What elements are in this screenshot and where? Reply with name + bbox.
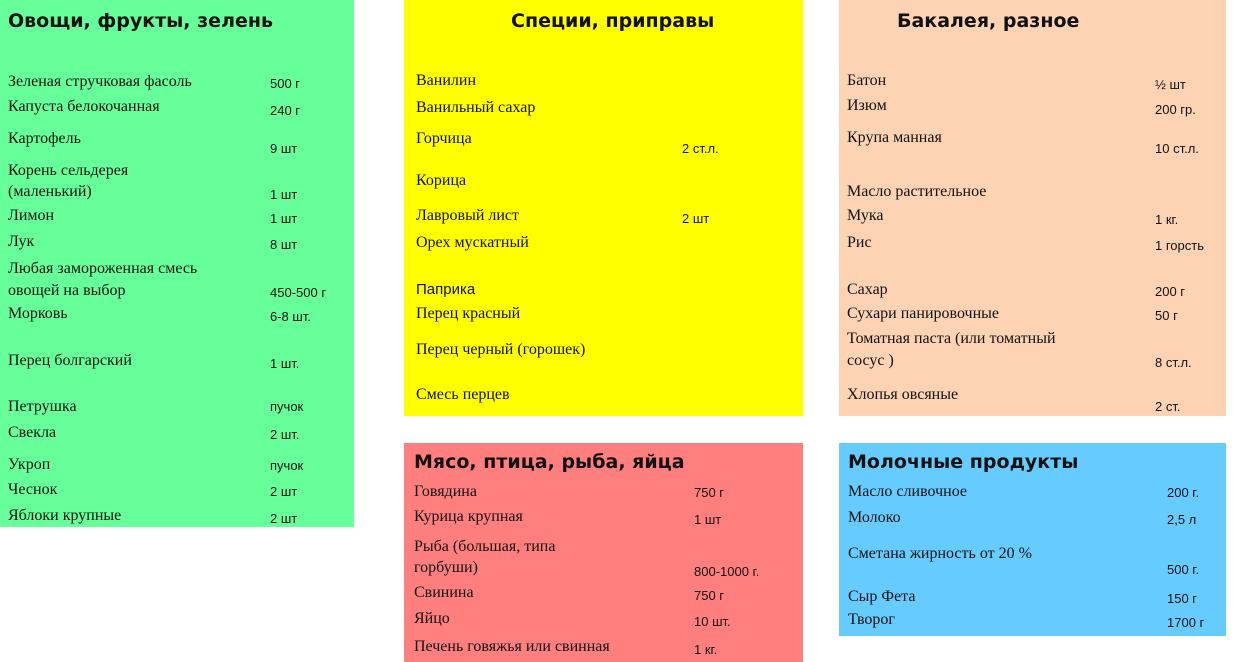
- section-meat: [404, 443, 803, 662]
- item-qty: 2 шт: [270, 511, 298, 526]
- item-name: Зеленая стручковая фасоль: [8, 73, 192, 90]
- item-qty: 1 горсть: [1155, 238, 1204, 253]
- item-name: Сухари панировочные: [847, 305, 1000, 322]
- section-title: Молочные продукты: [848, 451, 1079, 473]
- item-name: Петрушка: [8, 398, 77, 415]
- item-qty: 800-1000 г.: [694, 564, 760, 579]
- item-name: Изюм: [847, 97, 887, 114]
- item-name: Крупа манная: [847, 129, 942, 146]
- item-qty: 2,5 л: [1167, 512, 1197, 527]
- item-qty: 500 г: [270, 76, 301, 91]
- item-name: Любая замороженная смесь: [8, 260, 198, 277]
- item-name: Рыба (большая, типа: [414, 538, 556, 555]
- item-name: Свекла: [8, 424, 57, 441]
- item-name: Ванилин: [416, 72, 477, 89]
- item-qty: 1 шт: [694, 512, 722, 527]
- item-name: Картофель: [8, 130, 81, 147]
- item-name: Печень говяжья или свинная: [414, 638, 610, 655]
- item-name-cont: овощей на выбор: [8, 282, 126, 299]
- item-qty: 200 г: [1155, 284, 1186, 299]
- item-qty: 1 шт: [270, 211, 298, 226]
- item-qty: 50 г: [1155, 308, 1178, 323]
- item-qty: 1 шт.: [270, 356, 300, 371]
- item-name: Говядина: [414, 483, 477, 500]
- item-name: Батон: [847, 72, 887, 89]
- item-name: Лук: [8, 233, 35, 250]
- item-qty: 8 шт: [270, 237, 298, 252]
- item-name-cont: горбуши): [414, 559, 478, 576]
- item-qty: 6-8 шт.: [270, 309, 311, 324]
- item-name: Смесь перцев: [416, 386, 510, 403]
- item-qty: 240 г: [270, 103, 301, 118]
- item-name: Перец болгарский: [8, 352, 132, 369]
- item-name: Молоко: [848, 509, 901, 526]
- item-name: Орех мускатный: [416, 234, 529, 251]
- item-name: Хлопья овсяные: [847, 386, 959, 403]
- item-qty: 200 гр.: [1155, 102, 1196, 117]
- item-name: Паприка: [416, 281, 476, 298]
- item-name-cont: (маленький): [8, 183, 92, 200]
- item-name: Яблоки крупные: [8, 507, 122, 524]
- item-name: Масло растительное: [847, 183, 987, 200]
- item-qty: пучок: [270, 458, 304, 473]
- section-title: Бакалея, разное: [897, 10, 1080, 32]
- item-qty: 200 г.: [1167, 485, 1200, 500]
- item-name: Рис: [847, 234, 872, 251]
- section-spices: [404, 0, 803, 416]
- item-name: Горчица: [416, 130, 472, 147]
- item-qty: 2 ст.л.: [682, 141, 719, 156]
- item-name: Сыр Фета: [848, 588, 916, 605]
- item-qty: 10 ст.л.: [1155, 141, 1199, 156]
- item-qty: 2 шт: [270, 484, 298, 499]
- section-vegetables: [0, 0, 354, 527]
- item-qty: 8 ст.л.: [1155, 355, 1192, 370]
- section-title: Овощи, фрукты, зелень: [8, 10, 274, 32]
- item-qty: 450-500 г: [270, 285, 327, 300]
- item-name: Перец красный: [416, 305, 521, 322]
- item-qty: 2 шт: [682, 211, 710, 226]
- item-name: Сахар: [847, 281, 888, 298]
- item-name: Ванильный сахар: [416, 99, 536, 116]
- item-qty: 10 шт.: [694, 614, 731, 629]
- item-qty: ½ шт: [1155, 77, 1186, 92]
- item-name: Чеснок: [8, 481, 58, 498]
- item-qty: 750 г: [694, 485, 725, 500]
- item-qty: 500 г.: [1167, 562, 1200, 577]
- item-name: Морковь: [8, 305, 68, 322]
- item-qty: 150 г: [1167, 591, 1198, 606]
- item-qty: 1 кг.: [1155, 212, 1179, 227]
- item-name: Творог: [848, 611, 895, 628]
- section-dairy: [839, 443, 1226, 636]
- item-name: Лимон: [8, 207, 55, 224]
- section-grocery: [839, 0, 1226, 416]
- item-qty: пучок: [270, 399, 304, 414]
- item-name: Лавровый лист: [416, 207, 520, 224]
- item-qty: 2 шт.: [270, 427, 300, 442]
- item-name: Корень сельдерея: [8, 162, 129, 179]
- item-name: Сметана жирность от 20 %: [848, 545, 1032, 562]
- item-qty: 9 шт: [270, 141, 298, 156]
- item-qty: 1700 г: [1167, 615, 1205, 630]
- item-name: Курица крупная: [414, 508, 523, 525]
- item-qty: 1 шт: [270, 187, 298, 202]
- item-qty: 2 ст.: [1155, 399, 1181, 414]
- item-name-cont: сосус ): [847, 352, 894, 369]
- item-name: Яйцо: [414, 610, 450, 627]
- section-title: Специи, приправы: [511, 10, 715, 32]
- item-name: Корица: [416, 172, 467, 189]
- item-qty: 750 г: [694, 588, 725, 603]
- section-title: Мясо, птица, рыба, яйца: [414, 451, 685, 473]
- item-name: Перец черный (горошек): [416, 341, 586, 358]
- item-name: Томатная паста (или томатный: [847, 330, 1056, 347]
- item-name: Масло сливочное: [848, 483, 967, 500]
- item-name: Свинина: [414, 584, 474, 601]
- item-name: Укроп: [8, 456, 51, 473]
- item-name: Мука: [847, 207, 884, 224]
- item-qty: 1 кг.: [694, 642, 718, 657]
- item-name: Капуста белокочанная: [8, 98, 160, 115]
